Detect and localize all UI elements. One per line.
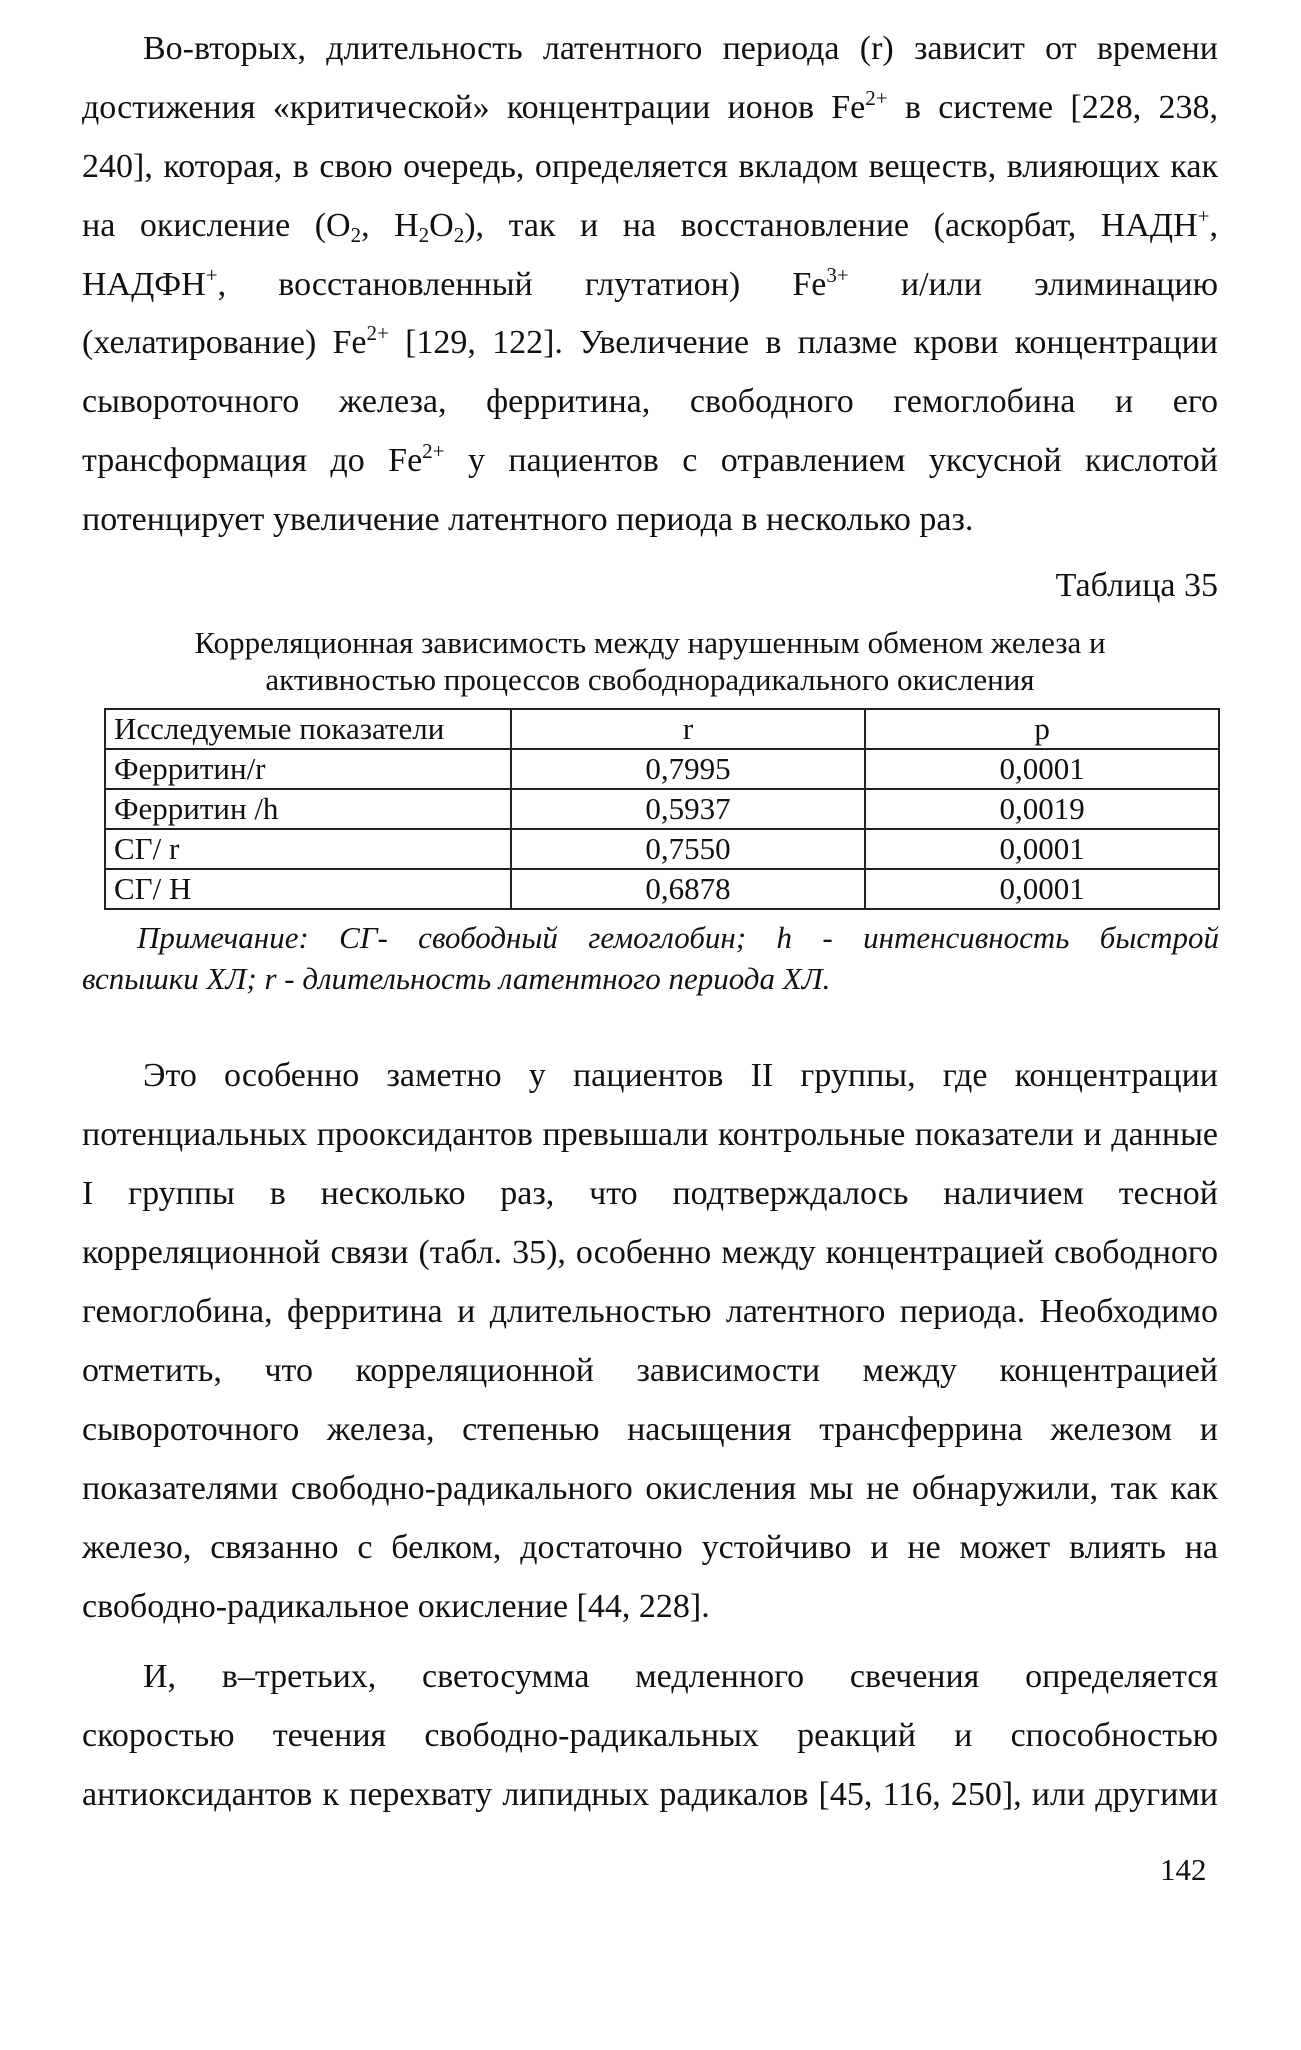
- text: трансформация до Fe: [82, 442, 423, 479]
- text-line: [82, 381, 1218, 423]
- text-line: свободно-радикальное окисление [44, 228].: [82, 1588, 710, 1625]
- superscript: 2+: [366, 321, 389, 345]
- text: O: [429, 207, 454, 244]
- text-line: показателями свободно-радикального окисления мы не обнаружили, так как: [82, 1470, 1218, 1507]
- table-title-line-1: Корреляционная зависимость между нарушенным обменом железа и: [194, 625, 1106, 660]
- table-cell: 0,0001: [865, 869, 1219, 909]
- text: 240], которая, в свою очередь, определяется вкладом веществ, влияющих как: [82, 148, 1218, 185]
- table-row: [105, 869, 1219, 909]
- table-row: [105, 789, 1219, 829]
- text-line: [143, 28, 1218, 70]
- superscript: 2+: [865, 86, 888, 110]
- text: Во-вторых, длительность латентного периода (r) зависит от времени: [143, 30, 1218, 67]
- subscript: 2: [350, 223, 362, 247]
- superscript: +: [205, 263, 218, 287]
- header-cell: Исследуемые показатели: [105, 709, 511, 749]
- table-cell: 0,7995: [511, 749, 866, 789]
- text-line: железо, связанно с белком, достаточно устойчиво и не может влиять на: [82, 1529, 1218, 1566]
- table-cell: СГ/ r: [105, 829, 511, 869]
- table-row: [105, 829, 1219, 869]
- text-line: I группы в несколько раз, что подтверждалось наличием тесной: [82, 1175, 1218, 1212]
- text-line: гемоглобина, ферритина и длительностью латентного периода. Необходимо: [82, 1293, 1218, 1330]
- text: на окисление (O: [82, 207, 351, 244]
- table-header-row: [105, 709, 1219, 749]
- subscript: 2: [453, 223, 465, 247]
- table-cell: 0,0001: [865, 749, 1219, 789]
- text: сывороточного железа, ферритина, свободного гемоглобина и его: [82, 383, 1218, 420]
- table-label: Таблица 35: [1055, 567, 1218, 604]
- text-line: потенциальных прооксидантов превышали контрольные показатели и данные: [82, 1116, 1218, 1153]
- text-line: [82, 499, 1218, 541]
- page-number: 142: [1160, 1852, 1207, 1887]
- text-line: отметить, что корреляционной зависимости между концентрацией: [82, 1352, 1218, 1389]
- superscript: 2+: [422, 439, 445, 463]
- text: у пациентов с отравлением уксусной кислотой: [444, 442, 1218, 479]
- table-cell: 0,5937: [511, 789, 866, 829]
- text: (хелатирование) Fe: [82, 324, 367, 361]
- text-line: сывороточного железа, степенью насыщения трансферрина железом и: [82, 1411, 1218, 1448]
- text-line: [82, 264, 1218, 306]
- table-title-line-2: активностью процессов свободнорадикального окисления: [265, 662, 1035, 697]
- header-cell: p: [865, 709, 1219, 749]
- text: ), так и на восстановление (аскорбат, НАДН: [464, 207, 1198, 244]
- table-cell: 0,6878: [511, 869, 866, 909]
- text-line: [82, 205, 1218, 247]
- text: ,: [1209, 207, 1218, 244]
- superscript: +: [1197, 204, 1210, 228]
- text: потенцирует увеличение латентного периода в несколько раз.: [82, 501, 974, 538]
- text-line: [82, 87, 1218, 129]
- text-line: антиоксидантов к перехвату липидных радикалов [45, 116, 250], или другими: [82, 1776, 1218, 1813]
- table-cell: 0,0001: [865, 829, 1219, 869]
- text-line: скоростью течения свободно-радикальных реакций и способностью: [82, 1717, 1218, 1754]
- table-cell: 0,7550: [511, 829, 866, 869]
- table-note-line-2: вспышки ХЛ; r - длительность латентного периода ХЛ.: [82, 961, 831, 996]
- text: [129, 122]. Увеличение в плазме крови концентрации: [388, 324, 1218, 361]
- superscript: 3+: [826, 263, 849, 287]
- text-line: И, в–третьих, светосумма медленного свечения определяется: [143, 1658, 1218, 1695]
- text-line: [82, 440, 1218, 482]
- table-cell: СГ/ Н: [105, 869, 511, 909]
- text: достижения «критической» концентрации ионов Fe: [82, 89, 866, 126]
- header-cell: r: [511, 709, 866, 749]
- text: в системе [228, 238,: [887, 89, 1219, 126]
- table-note-line-1: Примечание: СГ- свободный гемоглобин; h - интенсивность быстрой: [137, 920, 1219, 955]
- text: , H: [361, 207, 419, 244]
- subscript: 2: [418, 223, 430, 247]
- text-line: корреляционной связи (табл. 35), особенно между концентрацией свободного: [82, 1234, 1218, 1271]
- table-cell: 0,0019: [865, 789, 1219, 829]
- text-line: Это особенно заметно у пациентов II группы, где концентрации: [143, 1057, 1218, 1094]
- text-line: [82, 146, 1218, 188]
- correlation-table: [104, 708, 1220, 910]
- table-cell: Ферритин /h: [105, 789, 511, 829]
- table-row: [105, 749, 1219, 789]
- text: , восстановленный глутатион) Fe: [217, 266, 827, 303]
- table-cell: Ферритин/r: [105, 749, 511, 789]
- text: НАДФН: [82, 266, 206, 303]
- text: и/или элиминацию: [848, 266, 1218, 303]
- text-line: [82, 322, 1218, 364]
